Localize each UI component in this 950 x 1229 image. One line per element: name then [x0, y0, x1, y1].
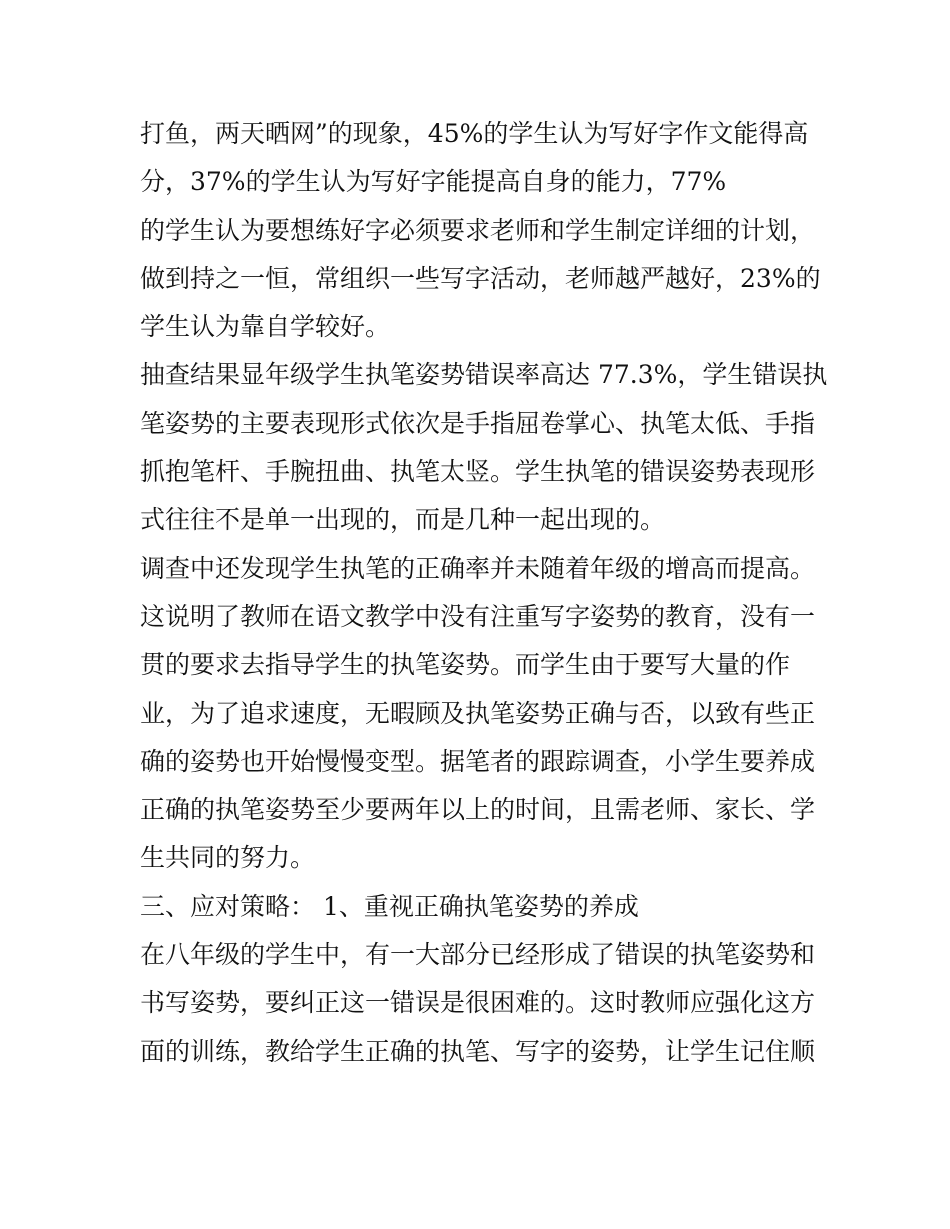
text-line: 打鱼，两天晒网”的现象，45%的学生认为写好字作文能得高 [140, 119, 809, 148]
text-line: 贯的要求去指导学生的执笔姿势。而学生由于要写大量的作 [140, 650, 791, 680]
text-line: 调查中还发现学生执笔的正确率并未随着年级的增高而提高。 [140, 553, 816, 583]
text-line: 分，37%的学生认为写好字能提高自身的能力，77% [140, 167, 727, 197]
text-line: 书写姿势，要纠正这一错误是很困难的。这时教师应强化这方 [140, 988, 816, 1018]
section-heading: 三、应对策略： 1、重视正确执笔姿势的养成 [140, 891, 639, 921]
text-line: 式往往不是单一出现的，而是几种一起出现的。 [140, 505, 666, 535]
text-line: 面的训练，教给学生正确的执笔、写字的姿势，让学生记住顺 [140, 1036, 816, 1066]
text-line: 这说明了教师在语文教学中没有注重写字姿势的教育，没有一 [140, 601, 816, 631]
text-line: 在八年级的学生中，有一大部分已经形成了错误的执笔姿势和 [140, 940, 816, 970]
text-line: 的学生认为要想练好字必须要求老师和学生制定详细的计划， [140, 215, 816, 245]
text-line: 确的姿势也开始慢慢变型。据笔者的跟踪调查，小学生要养成 [140, 746, 816, 776]
text-line: 抽查结果显年级学生执笔姿势错误率高达 77.3%，学生错误执 [140, 360, 828, 390]
text-line: 做到持之一恒，常组织一些写字活动，老师越严越好，23%的 [140, 263, 821, 293]
text-line: 业，为了追求速度，无暇顾及执笔姿势正确与否，以致有些正 [140, 698, 816, 728]
text-line: 抓抱笔杆、手腕扭曲、执笔太竖。学生执笔的错误姿势表现形 [140, 457, 816, 487]
text-line: 正确的执笔姿势至少要两年以上的时间，且需老师、家长、学 [140, 795, 816, 825]
text-line: 笔姿势的主要表现形式依次是手指屈卷掌心、执笔太低、手指 [140, 408, 816, 438]
body-text [140, 110, 828, 1076]
text-line: 学生认为靠自学较好。 [140, 312, 391, 342]
text-line: 生共同的努力。 [140, 843, 316, 873]
